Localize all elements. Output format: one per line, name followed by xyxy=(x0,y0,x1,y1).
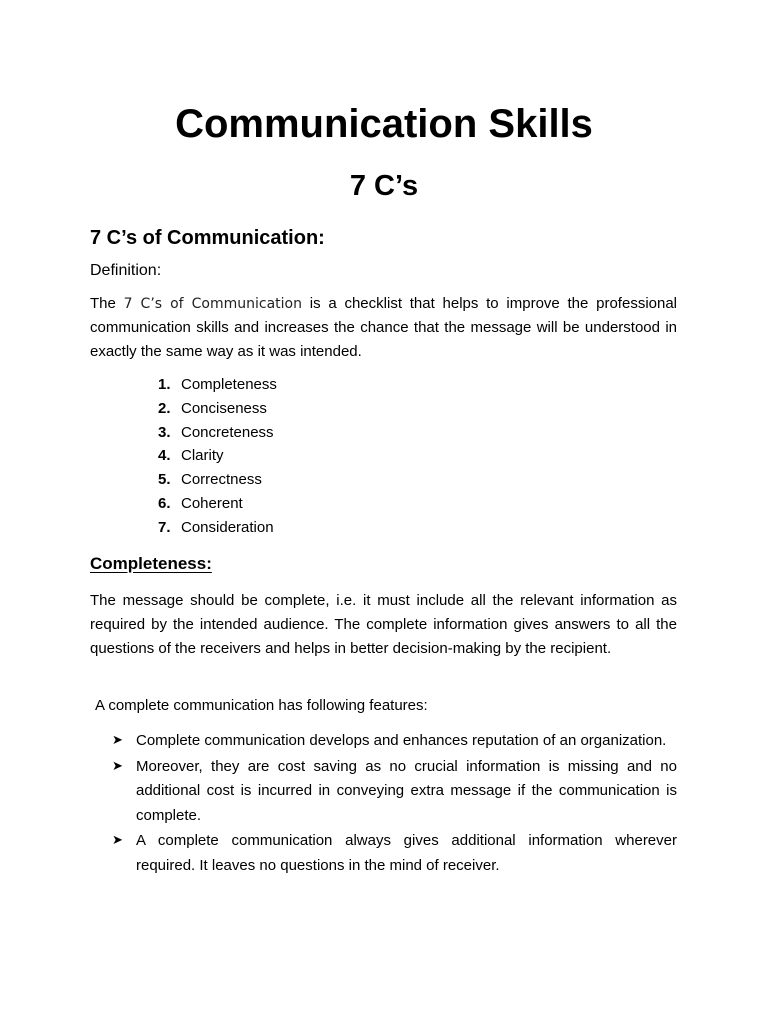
list-label: Correctness xyxy=(181,471,262,489)
bullet-text: Complete communication develops and enhances reputation of an organization. xyxy=(136,732,667,749)
list-label: Clarity xyxy=(181,447,224,465)
list-number: 4. xyxy=(158,447,171,465)
definition-label: Definition: xyxy=(90,262,162,279)
list-number: 2. xyxy=(158,399,171,417)
list-number: 1. xyxy=(158,376,171,393)
completeness-paragraph: The message should be complete, i.e. it must include all the relevant information as required by the intended audience. The complete information gives answers to all the questions of the receivers and helps in better decision-making by the recipient. xyxy=(90,592,677,657)
list-item xyxy=(140,397,277,421)
seven-cs-list xyxy=(140,373,277,540)
definition-rest: is a checklist that helps to improve the professional communication skills and increases the chance that the message will be understood in exactly the same way as it was intended. xyxy=(90,295,678,360)
bullet-text: Moreover, they are cost saving as no crucial information is missing and no additional cost is incurred in conveying extra message if the communication is complete. xyxy=(136,757,677,824)
features-intro: A complete communication has following features: xyxy=(95,697,428,714)
bullet-item xyxy=(112,755,677,829)
arrowhead-bullet-icon: ➤ xyxy=(112,758,123,774)
list-number: 3. xyxy=(158,423,171,441)
list-label: Consideration xyxy=(181,518,274,536)
list-item xyxy=(140,516,277,540)
list-number: 5. xyxy=(158,471,171,489)
list-number: 7. xyxy=(158,518,171,536)
list-label: Concreteness xyxy=(181,423,274,441)
definition-lead: The xyxy=(90,295,124,312)
completeness-heading: Completeness: xyxy=(90,554,212,573)
bullet-item xyxy=(112,729,677,754)
features-list xyxy=(112,729,677,879)
list-item xyxy=(140,468,277,492)
arrowhead-bullet-icon: ➤ xyxy=(112,833,123,848)
bullet-item xyxy=(112,829,677,878)
list-item xyxy=(140,492,277,516)
section-heading: 7 C’s of Communication: xyxy=(90,227,325,249)
list-label: Conciseness xyxy=(181,399,267,417)
arrowhead-bullet-icon: ➤ xyxy=(112,733,123,748)
definition-term: 7 C’s of Communication xyxy=(123,296,303,312)
list-item xyxy=(140,421,277,445)
list-item xyxy=(140,444,277,468)
list-label: Coherent xyxy=(181,494,243,512)
document-title: Communication Skills xyxy=(175,102,593,146)
definition-paragraph xyxy=(90,292,677,364)
list-item xyxy=(140,373,277,397)
bullet-text: A complete communication always gives additional information wherever required. It leaves no questions in the mind of receiver. xyxy=(136,832,677,874)
document-subtitle: 7 C’s xyxy=(349,170,419,202)
list-number: 6. xyxy=(158,494,171,512)
list-label: Completeness xyxy=(181,376,277,393)
